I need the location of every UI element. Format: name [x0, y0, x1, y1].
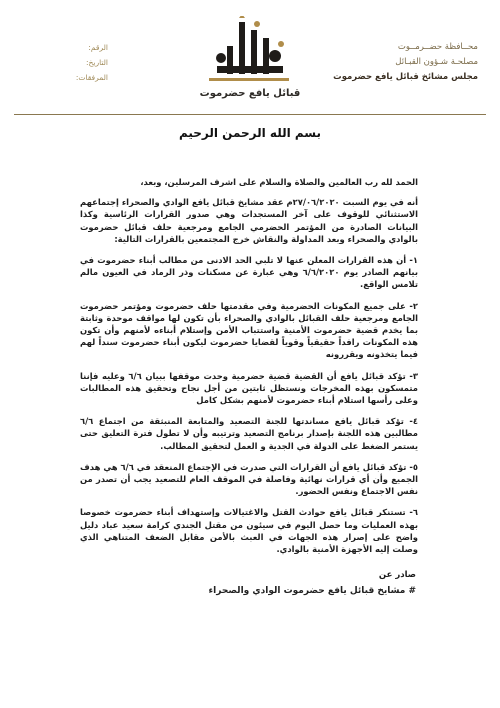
paragraph-point-2: ٢- على جميع المكونات الحضرمية وفي مقدمتها حلف حضرموت ومؤتمر حضرموت الجامع ومرجعية حلف القبائل بالوادي والصحراء بأن تكون لها مواقف موحدة وثابتة بما يخدم قضية حضرموت الأمنية واستتباب الأمن وإستلام أبناءه لأمنهم وأن تكون هذه المكونات رافداً حقيقياً وقوياً لقضايا حضرموت ليكون أبناء حضرموت سنداً لهم فيما يتخذونه ويقررونه — [80, 300, 418, 360]
paragraph-greeting: الحمد لله رب العالمين والصلاة والسلام على اشرف المرسلين، وبعد، — [140, 177, 418, 187]
reference-date-label: التاريخ: — [86, 58, 108, 67]
org-line-council: مجلس مشائخ قبائل يافع حضرموت — [333, 72, 478, 82]
reference-fields — [38, 40, 108, 85]
paragraph-point-6: ٦- تستنكر قبائل يافع حوادث القتل والاغتيالات وإستهداف أبناء حضرموت خصوصا بهذه العمليات وما حصل اليوم في سيئون من مقتل الجندي كرامة سعيد عباد دليل واضح على إصرار هذه الجهات في العبث بالأمن مقابل الضعف المتناهي الذي وصلت إليه الأجهزة الأمنية بالوادي. — [80, 507, 418, 555]
org-line-governorate: محــافظة حضــرمــوت — [397, 42, 478, 52]
paragraph-point-5: ٥- تؤكد قبائل يافع أن القرارات التي صدرت في الإجتماع المنعقد في ٦/٦ هي هدف الجميع وأن أي قرارات نهائية وفاصلة في الموقف العام للتصعيد يجب أن تصدر من نفس الاجتماع ونفس الحضور. — [80, 461, 418, 497]
reference-number-label: الرقم: — [88, 43, 108, 52]
letterhead-organization — [328, 40, 478, 85]
header-divider — [14, 114, 486, 115]
paragraph-point-4: ٤- تؤكد قبائل يافع مساندتها للجنة التصعيد والمتابعة المنبثقة من اجتماع ٦/٦ مطالبين هذه اللجنة بإصدار برنامج التصعيد وترتيبه وأن لا تطول فترة التعليق حتى يستمر الضغط على الدولة في الجدية و العمل لتحقيق المطالب. — [80, 416, 418, 451]
paragraph-point-3: ٣- تؤكد قبائل يافع أن القضية قضية حضرمية وحدت موقفها ببيان ٦/٦ وعليه فإننا متمسكون بهذه المخرجات ونستظل ثابتين من أجل نجاح وتحقيق هذه المطالبات وعلى رأسها استلام أبناء حضرموت لأمنهم بشكل كامل — [80, 370, 418, 406]
statement-body — [80, 176, 418, 564]
paragraph-point-1: ١- أن هذه القرارات المعلن عنها لا تلبي الحد الادنى من مطالب أبناء حضرموت في بيانهم الصادر يوم ٦/٦/٢٠٢٠ وهي عبارة عن مسكنات وذر الرماد في العيون مالم تلامس الواقع. — [80, 255, 418, 290]
paragraph-intro: أنه في يوم السبت ٢٧/٠٦/٢٠٢٠م عقد مشايخ قبائل يافع الوادي والصحراء إجتماعهم الاستثنائي للوقوف على آخر المستجدات وهي صدور القرارات الرئاسية وكذا البيانات الصادرة من المؤتمر الحضرمي الجامع ومرجعية حلف قبائل حضرموت بالوادي والصحراء وبعد المداولة والنقاش خرج المجتمعين بالقرارات التالية: — [80, 197, 418, 244]
logo-caption: قبائل يافع حضرموت — [199, 88, 301, 99]
reference-attachments-label: المرفقات: — [75, 73, 108, 82]
issued-by-label: صادر عن — [378, 570, 416, 580]
basmala-heading: بسم الله الرحمن الرحيم — [178, 126, 322, 140]
org-line-department: مصلحـة شـؤون القبـائل — [395, 57, 478, 67]
issuer-signature: # مشايخ قبائل يافع حضرموت الوادي والصحراء — [208, 586, 416, 596]
council-logo-icon — [195, 16, 305, 94]
